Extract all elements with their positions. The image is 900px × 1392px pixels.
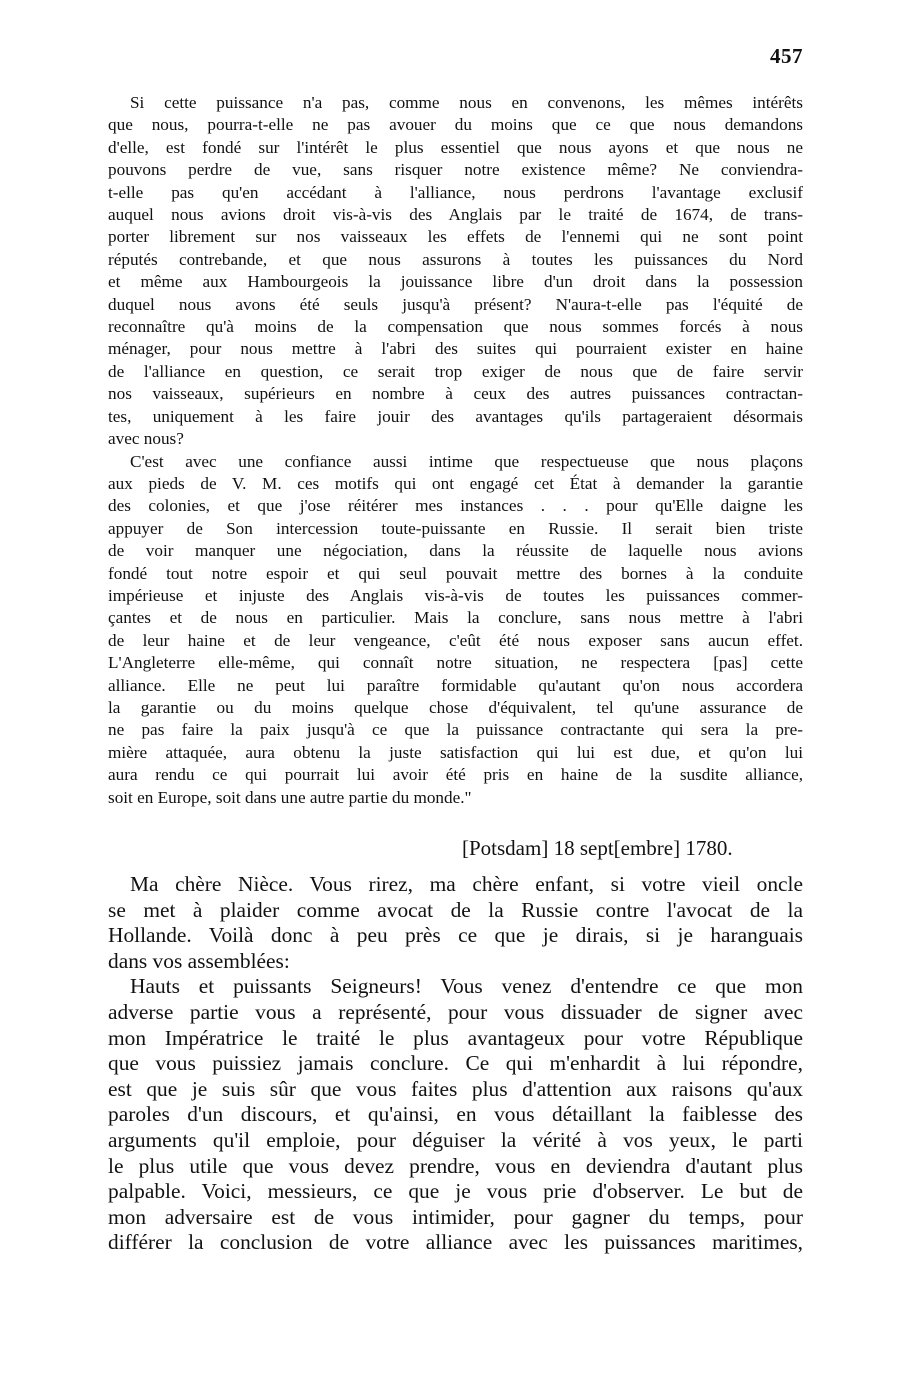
text-line: nos vaisseaux, supérieurs en nombre à ceux des autres puissances contractan-: [108, 384, 803, 404]
text-line: est que je suis sûr que vous faites plus d'attention aux raisons qu'aux: [108, 1076, 803, 1101]
text-line: impérieuse et injuste des Anglais vis-à-vis de toutes les puissances commer-: [108, 585, 803, 605]
text-line: le plus utile que vous devez prendre, vous en deviendra d'autant plus: [108, 1153, 803, 1178]
text-line: duquel nous avons été seuls jusqu'à présent? N'aura-t-elle pas l'équité de: [108, 294, 803, 314]
text-line: mon adversaire est de vous intimider, pour gagner du temps, pour: [108, 1204, 803, 1229]
text-line: que nous, pourra-t-elle ne pas avouer du moins que ce que nous demandons: [108, 115, 803, 135]
text-line: réputés contrebande, et que nous assurons à toutes les puissances du Nord: [108, 249, 803, 269]
text-line: appuyer de Son intercession toute-puissante en Russie. Il serait bien triste: [108, 518, 803, 538]
text-line: ménager, pour nous mettre à l'abri des suites qui pourraient exister en haine: [108, 339, 803, 359]
text-line: palpable. Voici, messieurs, ce que je vous prie d'observer. Le but de: [108, 1179, 803, 1204]
text-line: fondé tout notre espoir et qui seul pouvait mettre des bornes à la conduite: [108, 563, 803, 583]
text-line: de voir manquer une négociation, dans la réussite de laquelle nous avions: [108, 541, 803, 561]
text-line: différer la conclusion de votre alliance avec les puissances maritimes,: [108, 1230, 803, 1255]
text-line: tes, uniquement à les faire jouir des avantages qu'ils partageraient désormais: [108, 406, 803, 426]
text-line: Hauts et puissants Seigneurs! Vous venez d'entendre ce que mon: [130, 974, 803, 999]
text-line: la garantie ou du moins quelque chose d'équivalent, tel qu'une assurance de: [108, 697, 803, 717]
text-line: L'Angleterre elle-même, qui connaît notre situation, ne respectera [pas] cette: [108, 653, 803, 673]
text-line: aura rendu ce qui pourrait lui avoir été pris en haine de la susdite alliance,: [108, 765, 803, 785]
letter-dateline: [Potsdam] 18 sept[embre] 1780.: [462, 836, 733, 860]
text-line: avec nous?: [108, 429, 184, 449]
text-line: de l'alliance en question, ce serait trop exiger de nous que de faire servir: [108, 361, 803, 381]
text-line: dans vos assemblées:: [108, 948, 290, 973]
text-line: t-elle pas qu'en accédant à l'alliance, nous perdrons l'avantage exclusif: [108, 182, 803, 202]
text-line: et même aux Hambourgeois la jouissance libre d'un droit dans la possession: [108, 272, 803, 292]
text-line: Si cette puissance n'a pas, comme nous en convenons, les mêmes intérêts: [130, 93, 803, 112]
text-line: soit en Europe, soit dans une autre partie du monde.": [108, 787, 472, 807]
text-line: C'est avec une confiance aussi intime que respectueuse que nous plaçons: [130, 451, 803, 471]
text-line: çantes et de nous en particulier. Mais la conclure, sans nous mettre à l'abri: [108, 608, 803, 628]
text-line: que vous puissiez jamais conclure. Ce qui m'enhardit à lui répondre,: [108, 1051, 803, 1076]
text-line: mière attaquée, aura obtenu la juste satisfaction qui lui est due, et qu'on lui: [108, 742, 803, 762]
text-line: de leur haine et de leur vengeance, c'eût été nous exposer sans aucun effet.: [108, 630, 803, 650]
text-line: porter librement sur nos vaisseaux les effets de l'ennemi qui ne sont point: [108, 227, 803, 247]
text-line: d'elle, est fondé sur l'intérêt le plus essentiel que nous ayons et que nous ne: [108, 137, 803, 157]
text-line: alliance. Elle ne peut lui paraître formidable qu'autant qu'on nous accordera: [108, 675, 803, 695]
text-line: adverse partie vous a représenté, pour vous dissuader de signer avec: [108, 999, 803, 1024]
text-line: mon Impératrice le traité le plus avantageux pour votre République: [108, 1025, 803, 1050]
text-line: paroles d'un discours, et qu'ainsi, en vous détaillant la faiblesse des: [108, 1102, 803, 1127]
text-line: Hollande. Voilà donc à peu près ce que je dirais, si je haranguais: [108, 923, 803, 948]
page-number: 457: [770, 44, 803, 68]
text-line: aux pieds de V. M. ces motifs qui ont engagé cet État à demander la garantie: [108, 473, 803, 493]
text-line: se met à plaider comme avocat de la Russie contre l'avocat de la: [108, 897, 803, 922]
text-line: Ma chère Nièce. Vous rirez, ma chère enfant, si votre vieil oncle: [130, 872, 803, 896]
text-line: des colonies, et que j'ose réitérer mes instances . . . pour qu'Elle daigne les: [108, 496, 803, 516]
text-line: pouvons perdre de vue, sans risquer notre existence même? Ne conviendra-: [108, 160, 803, 180]
text-line: arguments qu'il emploie, pour déguiser la vérité à vos yeux, le parti: [108, 1127, 803, 1152]
text-line: reconnaître qu'à moins de la compensation que nous sommes forcés à nous: [108, 317, 803, 337]
quoted-letter-block: [108, 92, 803, 809]
text-line: ne pas faire la paix jusqu'à ce que la puissance contractante qui sera la pre-: [108, 720, 803, 740]
text-line: auquel nous avions droit vis-à-vis des Anglais par le traité de 1674, de trans-: [108, 205, 803, 225]
letter-body: [108, 872, 803, 1256]
